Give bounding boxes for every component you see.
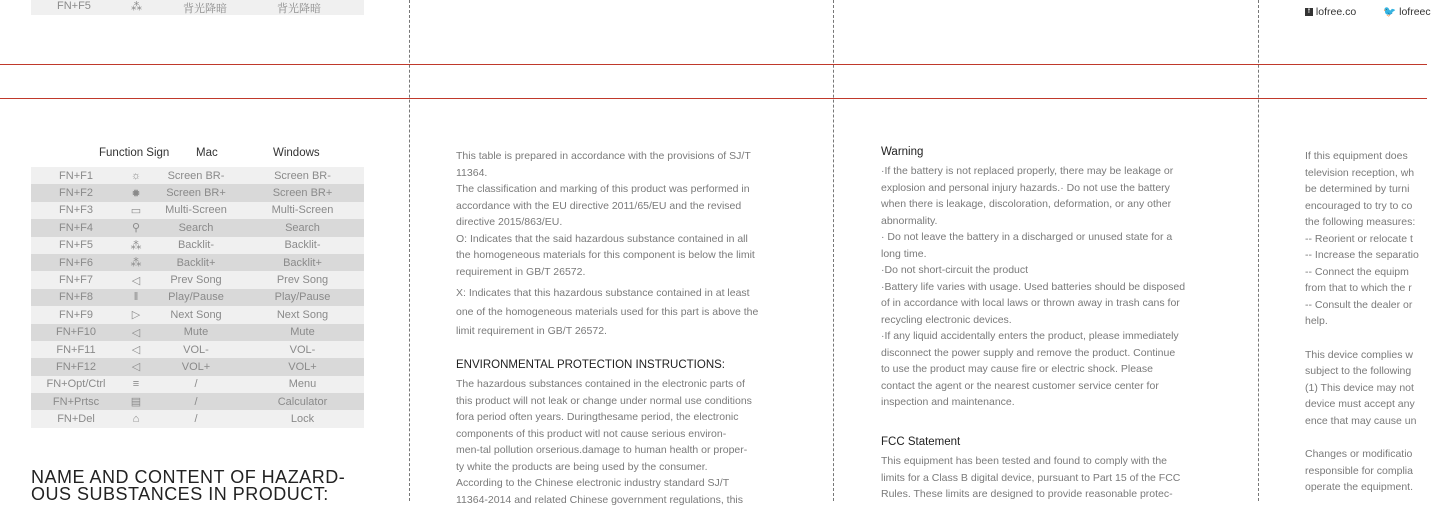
function-icon: ✹ (121, 184, 151, 201)
fcc-modifications (1305, 446, 1427, 496)
function-key-table (31, 167, 364, 428)
text-line: This table is prepared in accordance with the provisions of SJ/T (456, 148, 791, 165)
text-line: The classification and marking of this product was performed in (456, 181, 791, 198)
text-line: help. (1305, 313, 1427, 330)
header-mac: Mac (196, 147, 218, 159)
text-line: The hazardous substances contained in the electronic parts of (456, 376, 791, 393)
text-line: disconnect the power supply and remove the product. Continue (881, 345, 1217, 362)
text-line: 11364. (456, 165, 791, 182)
mac-cell: / (151, 410, 241, 427)
windows-cell: Calculator (241, 393, 364, 410)
key-cell: FN+F4 (31, 219, 121, 236)
text-line: from that to which the r (1305, 280, 1427, 297)
text-line: ·If any liquid accidentally enters the product, please immediately (881, 328, 1217, 345)
fcc-text (881, 453, 1217, 503)
hazard-title (31, 469, 345, 503)
text-line: ty white the products are being used by the consumer. (456, 459, 791, 476)
windows-cell: Backlit+ (241, 254, 364, 271)
text-line: (1) This device may not (1305, 380, 1427, 397)
table-row (31, 358, 364, 375)
mac-cell: Screen BR+ (151, 184, 241, 201)
text-line: -- Increase the separatio (1305, 247, 1427, 264)
function-icon: ⁂ (121, 254, 151, 271)
table-row (31, 306, 364, 323)
text-line: ·Battery life varies with usage. Used batteries should be disposed (881, 279, 1217, 296)
text-line: limit requirement in GB/T 26572. (456, 322, 791, 341)
social-links (1305, 5, 1431, 18)
top-row-mac: 背光降暗 (183, 0, 227, 16)
table-row (31, 271, 364, 288)
function-icon: ▤ (121, 393, 151, 410)
text-line: encouraged to try to co (1305, 198, 1427, 215)
fold-line-3 (1258, 0, 1259, 501)
text-line: subject to the following (1305, 363, 1427, 380)
text-line: device must accept any (1305, 396, 1427, 413)
env-title: ENVIRONMENTAL PROTECTION INSTRUCTIONS: (456, 359, 725, 371)
table-row (31, 184, 364, 201)
mac-cell: Next Song (151, 306, 241, 323)
table-row (31, 254, 364, 271)
header-function-sign: Function Sign (99, 147, 169, 159)
mac-cell: VOL- (151, 341, 241, 358)
text-line: -- Connect the equipm (1305, 264, 1427, 281)
text-line: directive 2015/863/EU. (456, 214, 791, 231)
eu-directive (456, 181, 791, 231)
text-line: to use the product may cause fire or electric shock. Please (881, 361, 1217, 378)
function-icon: ▭ (121, 202, 151, 219)
cut-line-bottom (0, 98, 1427, 99)
key-cell: FN+F2 (31, 184, 121, 201)
header-windows: Windows (273, 147, 320, 159)
text-line: be determined by turni (1305, 181, 1427, 198)
mac-cell: Search (151, 219, 241, 236)
text-line: X: Indicates that this hazardous substance contained in at least (456, 284, 791, 303)
function-icon: ◁ (121, 358, 151, 375)
fcc-compliance (1305, 347, 1427, 430)
key-cell: FN+F8 (31, 289, 121, 306)
text-line: This equipment has been tested and found to comply with the (881, 453, 1217, 470)
key-cell: FN+F5 (31, 237, 121, 254)
twitter-handle[interactable]: lofreec (1399, 6, 1431, 18)
key-cell: FN+F3 (31, 202, 121, 219)
text-line: requirement in GB/T 26572. (456, 264, 791, 281)
text-line: fora period often years. Duringthesame period, the electronic (456, 409, 791, 426)
text-line: 11364-2014 and related Chinese government regulations, this (456, 492, 791, 508)
text-line: ·If the battery is not replaced properly, there may be leakage or (881, 163, 1217, 180)
facebook-handle[interactable]: lofree.co (1316, 6, 1356, 18)
text-line: this product will not leak or change under normal use conditions (456, 393, 791, 410)
text-line: ence that may cause un (1305, 413, 1427, 430)
table-row (31, 341, 364, 358)
key-cell: FN+F10 (31, 324, 121, 341)
text-line: the homogeneous materials for this component is below the limit (456, 247, 791, 264)
function-icon: ⌂ (121, 410, 151, 427)
text-line: -- Reorient or relocate t (1305, 231, 1427, 248)
windows-cell: Screen BR+ (241, 184, 364, 201)
text-line: long time. (881, 246, 1217, 263)
twitter-icon: 🐦 (1383, 6, 1396, 18)
windows-cell: Play/Pause (241, 289, 364, 306)
windows-cell: Screen BR- (241, 167, 364, 184)
text-line: This device complies w (1305, 347, 1427, 364)
env-text (456, 376, 791, 508)
top-row-win: 背光降暗 (277, 0, 321, 16)
mac-cell: Backlit+ (151, 254, 241, 271)
table-row (31, 376, 364, 393)
x-indicator (456, 284, 791, 341)
windows-cell: Menu (241, 376, 364, 393)
key-cell: FN+Prtsc (31, 393, 121, 410)
text-line: abnormality. (881, 213, 1217, 230)
key-cell: FN+Del (31, 410, 121, 427)
hazard-title-line: OUS SUBSTANCES IN PRODUCT: (31, 486, 345, 503)
text-line: contact the agent or the nearest customer service center for (881, 378, 1217, 395)
mac-cell: VOL+ (151, 358, 241, 375)
text-line: operate the equipment. (1305, 479, 1427, 496)
fold-line-1 (409, 0, 410, 501)
table-row (31, 289, 364, 306)
fold-line-2 (833, 0, 834, 501)
key-cell: FN+F1 (31, 167, 121, 184)
function-icon: ⚲ (121, 219, 151, 236)
function-icon: ‖ (121, 289, 151, 306)
table-row (31, 202, 364, 219)
key-cell: FN+F12 (31, 358, 121, 375)
fcc-title: FCC Statement (881, 436, 960, 448)
text-line: -- Consult the dealer or (1305, 297, 1427, 314)
mac-cell: / (151, 393, 241, 410)
backlit-icon: ⁂ (131, 0, 142, 13)
text-line: O: Indicates that the said hazardous substance contained in all (456, 231, 791, 248)
text-line: responsible for complia (1305, 463, 1427, 480)
text-line: recycling electronic devices. (881, 312, 1217, 329)
key-cell: FN+Opt/Ctrl (31, 376, 121, 393)
function-icon: ▷ (121, 306, 151, 323)
mac-cell: Multi-Screen (151, 202, 241, 219)
table-row (31, 237, 364, 254)
text-line: television reception, wh (1305, 165, 1427, 182)
windows-cell: Next Song (241, 306, 364, 323)
text-line: accordance with the EU directive 2011/65/EU and the revised (456, 198, 791, 215)
mac-cell: Prev Song (151, 271, 241, 288)
o-indicator (456, 231, 791, 281)
table-header (31, 147, 364, 163)
warning-title: Warning (881, 146, 923, 158)
text-line: men-tal pollution orserious.damage to human health or proper- (456, 442, 791, 459)
key-cell: FN+F11 (31, 341, 121, 358)
hazard-title-line: NAME AND CONTENT OF HAZARD- (31, 469, 345, 486)
text-line: explosion and personal injury hazards.· Do not use the battery (881, 180, 1217, 197)
text-line: · Do not leave the battery in a discharged or unused state for a (881, 229, 1217, 246)
function-icon: ◁ (121, 324, 151, 341)
cut-line-top (0, 64, 1427, 65)
top-row-key: FN+F5 (57, 0, 91, 12)
text-line: Rules. These limits are designed to provide reasonable protec- (881, 486, 1217, 503)
windows-cell: VOL- (241, 341, 364, 358)
windows-cell: Backlit- (241, 237, 364, 254)
top-table-row (31, 0, 364, 15)
table-row (31, 410, 364, 427)
table-row (31, 219, 364, 236)
windows-cell: Multi-Screen (241, 202, 364, 219)
mac-cell: Screen BR- (151, 167, 241, 184)
key-cell: FN+F9 (31, 306, 121, 323)
facebook-icon: f (1305, 8, 1313, 16)
table-row (31, 393, 364, 410)
text-line: one of the homogeneous materials used for this part is above the (456, 303, 791, 322)
function-icon: ≡ (121, 376, 151, 393)
fcc-interference (1305, 148, 1427, 330)
text-line: components of this product witl not cause serious environ- (456, 426, 791, 443)
text-line: ·Do not short-circuit the product (881, 262, 1217, 279)
windows-cell: VOL+ (241, 358, 364, 375)
mac-cell: Backlit- (151, 237, 241, 254)
col4-text (1305, 148, 1427, 496)
text-line: Changes or modificatio (1305, 446, 1427, 463)
key-cell: FN+F7 (31, 271, 121, 288)
mac-cell: Play/Pause (151, 289, 241, 306)
mac-cell: Mute (151, 324, 241, 341)
col2-text (456, 148, 791, 341)
text-line: inspection and maintenance. (881, 394, 1217, 411)
function-icon: ◁ (121, 341, 151, 358)
key-cell: FN+F6 (31, 254, 121, 271)
text-line: the following measures: (1305, 214, 1427, 231)
windows-cell: Prev Song (241, 271, 364, 288)
function-icon: ⁂ (121, 237, 151, 254)
mac-cell: / (151, 376, 241, 393)
text-line: when there is leakage, discoloration, deformation, or any other (881, 196, 1217, 213)
function-icon: ◁ (121, 271, 151, 288)
text-line: According to the Chinese electronic industry standard SJ/T (456, 475, 791, 492)
text-line: limits for a Class B digital device, pursuant to Part 15 of the FCC (881, 470, 1217, 487)
windows-cell: Search (241, 219, 364, 236)
warning-text (881, 163, 1217, 411)
windows-cell: Mute (241, 324, 364, 341)
sjt-provision (456, 148, 791, 181)
table-row (31, 324, 364, 341)
text-line: of in accordance with local laws or thrown away in trash cans for (881, 295, 1217, 312)
table-row (31, 167, 364, 184)
windows-cell: Lock (241, 410, 364, 427)
text-line: If this equipment does (1305, 148, 1427, 165)
function-icon: ☼ (121, 167, 151, 184)
